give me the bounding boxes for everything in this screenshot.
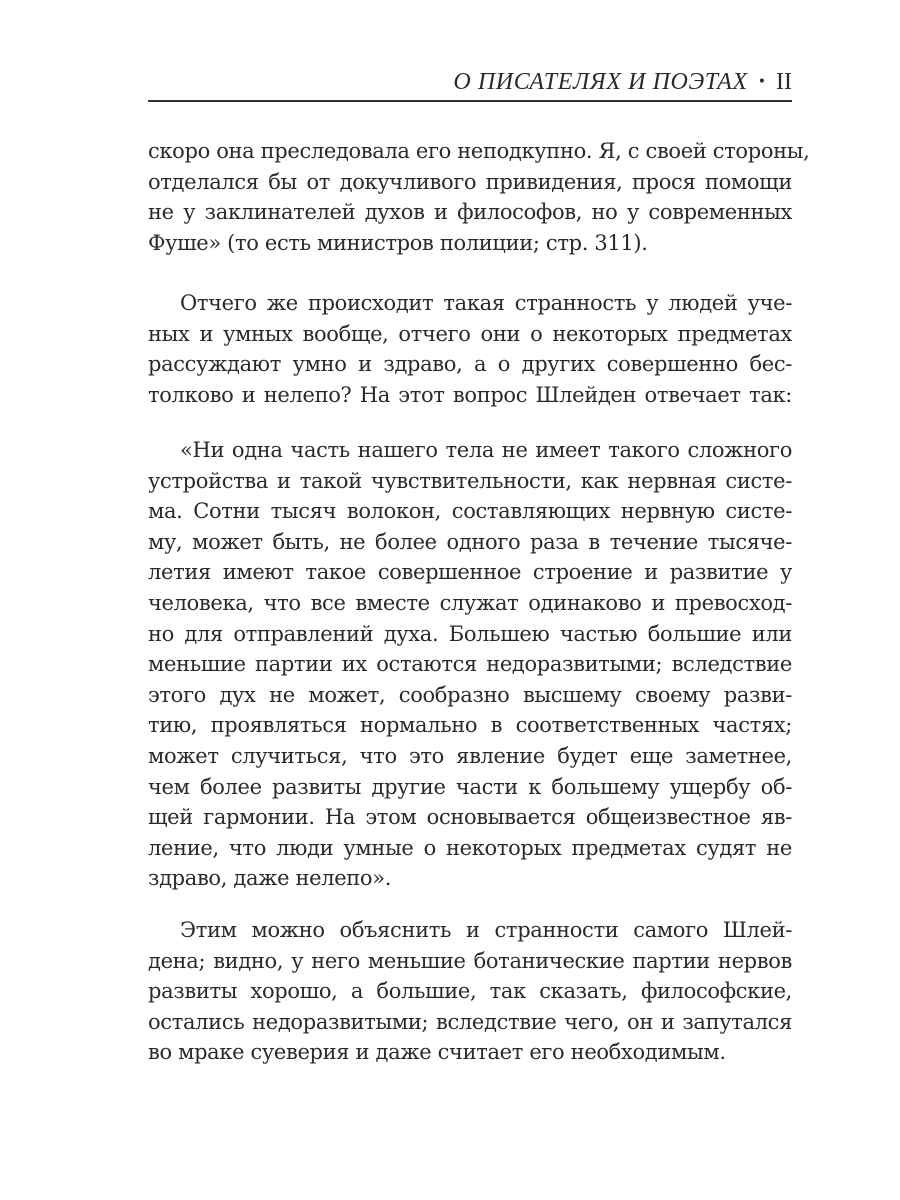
text-line: меньшие партии их остаются недоразвитыми; вследствие xyxy=(148,652,792,677)
running-head-title: О ПИСАТЕЛЯХ И ПОЭТАХ xyxy=(453,69,748,95)
text-line: «Ни одна часть нашего тела не имеет такого сложного xyxy=(180,438,792,462)
text-line: Фуше» (то есть министров полиции; стр. 311). xyxy=(148,230,648,255)
text-line: отделался бы от докучливого привидения, прося помощи xyxy=(148,169,792,194)
text-line: чем более развиты другие части к большему ущербу об- xyxy=(148,774,792,799)
running-head-separator-bullet: • xyxy=(757,74,767,90)
text-line: но для отправлений духа. Большею частью большие или xyxy=(148,621,792,646)
text-line: толково и нелепо? На этот вопрос Шлейден отвечает так: xyxy=(148,382,792,407)
text-line: ма. Сотни тысяч волокон, составляющих нервную систе- xyxy=(148,499,792,524)
text-line: Отчего же происходит такая странность у людей уче- xyxy=(180,291,792,315)
paragraph-1 xyxy=(148,136,810,258)
text-line: человека, что все вместе служат одинаково и превосход- xyxy=(148,590,792,615)
text-line: этого дух не может, сообразно высшему своему разви- xyxy=(148,682,792,707)
page-number: II xyxy=(776,69,792,95)
text-line: дена; видно, у него меньшие ботанические партии нервов xyxy=(148,948,792,973)
text-line: остались недоразвитыми; вследствие чего, он и запутался xyxy=(148,1009,792,1034)
text-line: устройства и такой чувствительности, как нервная систе- xyxy=(148,468,792,493)
text-line: здраво, даже нелепо». xyxy=(148,866,392,891)
text-line: может случиться, что это явление будет еще заметнее, xyxy=(148,743,792,768)
text-line: рассуждают умно и здраво, а о других совершенно бес- xyxy=(148,352,792,377)
text-line: во мраке суеверия и даже считает его необходимым. xyxy=(148,1040,726,1065)
paragraph-4 xyxy=(148,915,792,1068)
text-line: развиты хорошо, а большие, так сказать, философские, xyxy=(148,979,792,1004)
text-line: скоро она преследовала его неподкупно. Я, с своей стороны, xyxy=(148,139,810,163)
text-line: му, может быть, не более одного раза в течение тысяче- xyxy=(148,529,792,554)
paragraph-3-quotation xyxy=(148,435,792,894)
text-line: ление, что люди умные о некоторых предметах судят не xyxy=(148,835,792,860)
text-line: ных и умных вообще, отчего они о некоторых предметах xyxy=(148,321,792,346)
text-line: щей гармонии. На этом основывается общеизвестное яв- xyxy=(148,805,792,830)
text-line: летия имеют такое совершенное строение и развитие у xyxy=(148,560,792,585)
paragraph-2 xyxy=(148,288,792,410)
running-head xyxy=(148,70,792,102)
text-line: не у заклинателей духов и философов, но у современных xyxy=(148,200,792,225)
text-line: тию, проявляться нормально в соответственных частях; xyxy=(148,713,792,738)
text-line: Этим можно объяснить и странности самого Шлей- xyxy=(180,918,792,942)
